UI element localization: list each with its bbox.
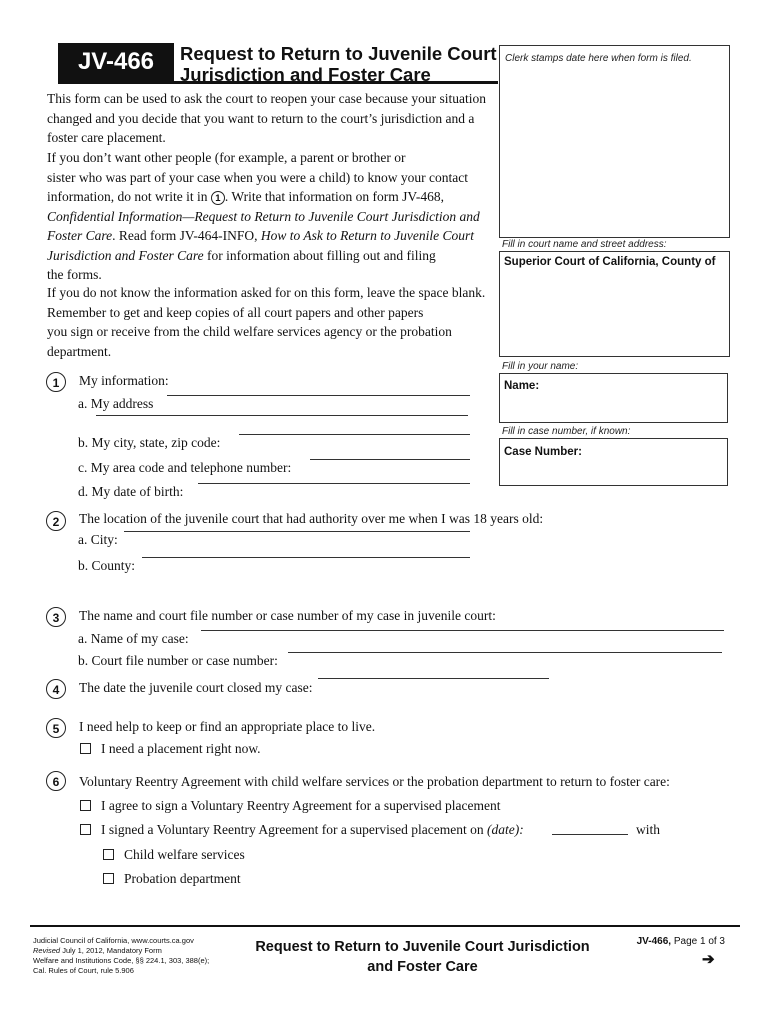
form-title [180, 43, 500, 85]
intro-p2-text: for information about filling out and filing [203, 247, 436, 263]
item-1a-label: a. My address [78, 396, 154, 411]
next-page-arrow-icon[interactable]: ➔ [702, 951, 715, 968]
address-field-line2[interactable] [96, 415, 468, 416]
signed-option [80, 822, 524, 838]
item-1b-label: b. My city, state, zip code: [78, 435, 221, 450]
footer-citation [33, 936, 209, 976]
signed-option-label: I signed a Voluntary Reentry Agreement for a supervised placement on [101, 822, 488, 837]
item-3-number: 3 [46, 607, 66, 627]
case-number-box[interactable] [499, 438, 728, 486]
child-welfare-checkbox[interactable] [103, 849, 114, 860]
intro-p1-line: This form can be used to ask the court to reopen your case because your situation [47, 91, 486, 106]
item-2a-label: a. City: [78, 532, 118, 547]
footer-page: Page 1 of 3 [671, 936, 725, 947]
form-title-line1: Request to Return to Juvenile Court [180, 43, 497, 64]
footer-form-ref: JV-466, [636, 936, 672, 947]
item-3b-label: b. Court file number or case number: [78, 653, 278, 668]
footer-citation-line: Judicial Council of California, www.courts.ca.gov [33, 936, 194, 945]
footer-citation-line [33, 946, 209, 956]
item-1-number: 1 [46, 372, 66, 392]
intro-p3-line: Remember to get and keep copies of all court papers and other papers [47, 304, 424, 320]
intro-paragraph-3 [47, 283, 517, 361]
court-city-field[interactable] [124, 531, 470, 532]
court-county-field[interactable] [142, 557, 470, 558]
city-state-zip-field[interactable] [239, 434, 470, 435]
clerk-stamp-box[interactable] [499, 45, 730, 238]
intro-p3-line: you sign or receive from the child welfare services agency or the probation [47, 324, 452, 339]
intro-p2-text: Foster Care [47, 228, 113, 243]
signed-with-label: with [636, 822, 661, 837]
item-1c-label: c. My area code and telephone number: [78, 460, 292, 475]
probation-option [103, 871, 241, 887]
intro-paragraph-2 [47, 148, 507, 285]
item-3a-label: a. Name of my case: [78, 631, 189, 646]
item-5-number: 5 [46, 718, 66, 738]
address-field[interactable] [167, 395, 470, 396]
date-of-birth-field[interactable] [198, 483, 470, 484]
item-6-text: Voluntary Reentry Agreement with child welfare services or the probation department to return to foster care: [79, 774, 670, 789]
item-4-text: The date the juvenile court closed my case: [79, 680, 313, 695]
item-3-text: The name and court file number or case number of my case in juvenile court: [79, 608, 496, 623]
item-4-number: 4 [46, 679, 66, 699]
intro-p2-line [47, 187, 507, 207]
intro-p2-text: How to Ask to Return to Juvenile Court [260, 228, 474, 243]
court-file-number-field[interactable] [288, 652, 722, 653]
footer-revised-date: July 1, 2012, Mandatory Form [60, 946, 162, 955]
footer-citation-line: Cal. Rules of Court, rule 5.906 [33, 966, 134, 975]
intro-p3-line: If you do not know the information asked for on this form, leave the space blank. [47, 285, 486, 300]
court-box-label: Fill in court name and street address: [502, 239, 667, 250]
intro-p2-text: Jurisdiction and Foster Care [47, 247, 204, 263]
court-name-text: Superior Court of California, County of [504, 256, 716, 268]
intro-p2-text: . Write that information on form JV-468, [224, 189, 445, 204]
footer-citation-line: Welfare and Institutions Code, §§ 224.1, 303, 388(e); [33, 956, 210, 965]
item-2-text: The location of the juvenile court that had authority over me when I was 18 years old: [79, 511, 544, 526]
intro-p2-line [47, 226, 507, 246]
signed-checkbox[interactable] [80, 824, 91, 835]
intro-p2-line [47, 246, 507, 266]
item-1d-label: d. My date of birth: [78, 484, 184, 499]
agree-option-label: I agree to sign a Voluntary Reentry Agreement for a supervised placement [101, 798, 501, 813]
case-closed-date-field[interactable] [318, 678, 549, 679]
item-1-reference: 1 [211, 191, 225, 205]
item-2b-label: b. County: [78, 558, 136, 573]
intro-p1-line: changed and you decide that you want to return to the court’s jurisdiction and a [47, 110, 475, 126]
name-box[interactable] [499, 373, 728, 423]
case-box-label: Fill in case number, if known: [502, 426, 631, 437]
item-5-text: I need help to keep or find an appropriate place to live. [79, 719, 376, 734]
placement-option [80, 741, 261, 757]
form-number: JV-466 [58, 43, 174, 81]
child-welfare-option [103, 847, 245, 863]
footer-revised: Revised [33, 946, 61, 955]
item-1-text: My information: [79, 373, 169, 388]
footer-rule [30, 925, 740, 927]
name-text: Name: [504, 380, 540, 392]
clerk-stamp-label: Clerk stamps date here when form is filed. [505, 53, 692, 64]
case-number-text: Case Number: [504, 446, 582, 458]
intro-p3-line: department. [47, 343, 112, 359]
intro-paragraph-1 [47, 89, 507, 148]
signed-date-label: (date): [487, 822, 524, 837]
child-welfare-label: Child welfare services [124, 847, 245, 862]
intro-p2-text: . Read form JV-464-INFO, [112, 228, 261, 243]
court-name-box[interactable] [499, 251, 730, 357]
item-6-number: 6 [46, 771, 66, 791]
name-box-label: Fill in your name: [502, 361, 579, 372]
item-2-number: 2 [46, 511, 66, 531]
phone-field[interactable] [310, 459, 470, 460]
intro-p2-text: information, do not write it in [47, 189, 208, 204]
intro-p2-line: the forms. [47, 267, 102, 282]
intro-p2-line: sister who was part of your case when you were a child) to know your contact [47, 169, 468, 185]
footer-title-line: Request to Return to Juvenile Court Jurisdiction [255, 939, 590, 955]
placement-checkbox[interactable] [80, 743, 91, 754]
case-name-field[interactable] [201, 630, 724, 631]
footer-title [240, 937, 605, 977]
probation-label: Probation department [124, 871, 241, 886]
intro-p2-line: Confidential Information—Request to Return to Juvenile Court Jurisdiction and [47, 208, 480, 224]
placement-option-label: I need a placement right now. [101, 741, 261, 756]
intro-p2-line: If you don’t want other people (for example, a parent or brother or [47, 150, 406, 165]
form-title-line2: Jurisdiction and Foster Care [180, 64, 431, 85]
signed-date-field[interactable] [552, 834, 628, 835]
agree-option [80, 798, 501, 814]
intro-p1-line: foster care placement. [47, 130, 166, 145]
footer-title-line: and Foster Care [367, 959, 478, 975]
page-indicator [600, 936, 725, 947]
probation-checkbox[interactable] [103, 873, 114, 884]
agree-checkbox[interactable] [80, 800, 91, 811]
